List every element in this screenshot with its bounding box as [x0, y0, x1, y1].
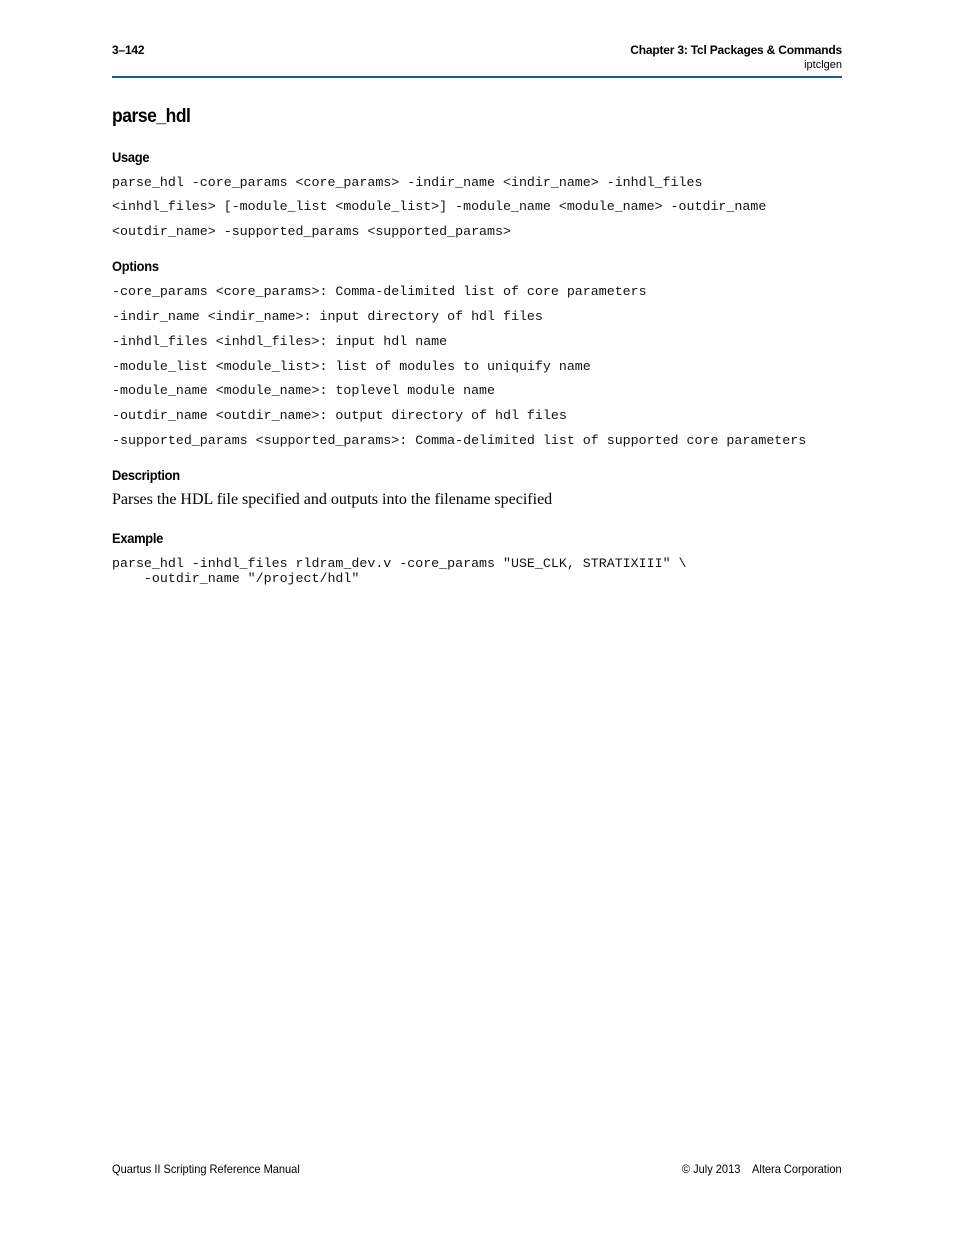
option-line: -core_params <core_params>: Comma-delimited list of core parameters: [112, 284, 647, 299]
option-line: -outdir_name <outdir_name>: output directory of hdl files: [112, 408, 567, 423]
example-code-line: -outdir_name "/project/hdl": [112, 571, 360, 586]
option-line: -inhdl_files <inhdl_files>: input hdl name: [112, 334, 448, 349]
page-title: parse_hdl: [112, 106, 191, 127]
options-heading: Options: [112, 258, 159, 274]
usage-line: <inhdl_files> [-module_list <module_list>] -module_name <module_name> -outdir_name: [112, 199, 767, 214]
description-heading: Description: [112, 467, 180, 483]
usage-line: parse_hdl -core_params <core_params> -indir_name <indir_name> -inhdl_files: [112, 175, 703, 190]
option-line: -supported_params <supported_params>: Comma-delimited list of supported core parameters: [112, 433, 807, 448]
section-name: iptclgen: [804, 59, 842, 71]
option-line: -module_list <module_list>: list of modules to uniquify name: [112, 359, 591, 374]
footer-copyright: © July 2013 Altera Corporation: [682, 1162, 842, 1176]
chapter-title: Chapter 3: Tcl Packages & Commands: [630, 43, 842, 57]
option-line: -indir_name <indir_name>: input directory of hdl files: [112, 309, 543, 324]
page-number: 3–142: [112, 43, 145, 57]
footer-manual-title: Quartus II Scripting Reference Manual: [112, 1162, 300, 1176]
running-header: [630, 43, 842, 73]
usage-heading: Usage: [112, 149, 150, 165]
example-code-line: parse_hdl -inhdl_files rldram_dev.v -core_params "USE_CLK, STRATIXIII" \: [112, 556, 687, 571]
option-line: -module_name <module_name>: toplevel module name: [112, 383, 496, 398]
usage-line: <outdir_name> -supported_params <supported_params>: [112, 224, 511, 239]
header-divider: [112, 76, 842, 78]
example-heading: Example: [112, 530, 164, 546]
description-text: Parses the HDL file specified and outputs into the filename specified: [112, 491, 553, 508]
